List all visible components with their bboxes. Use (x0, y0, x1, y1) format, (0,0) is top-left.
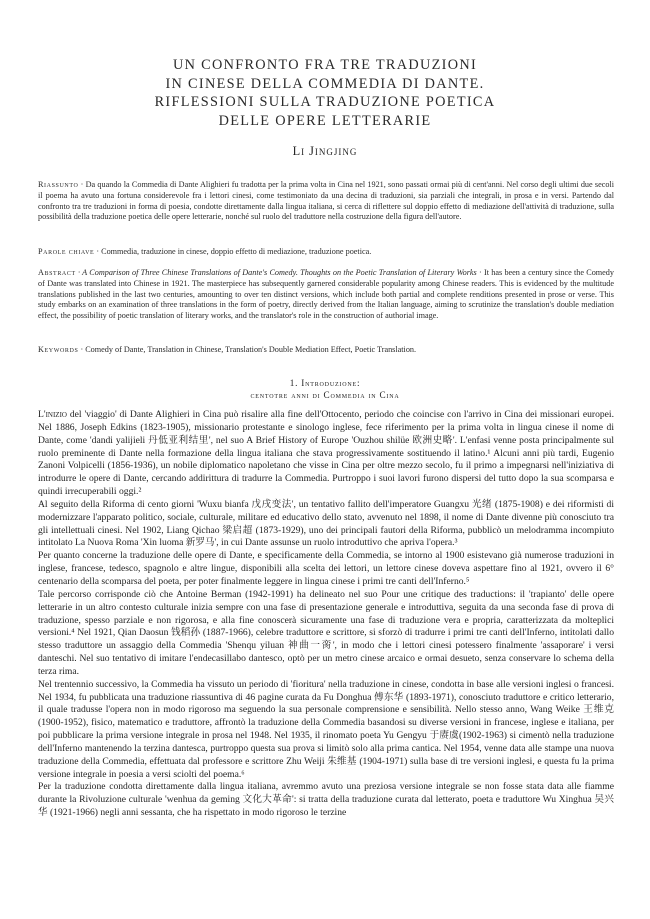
title-line-3: RIFLESSIONI SULLA TRADUZIONE POETICA (154, 94, 496, 110)
paragraph-1 (38, 409, 614, 499)
paragraph-1-text: del 'viaggio' di Dante Alighieri in Cina può risalire alla fine dell'Ottocento, periodo che coincise con l'arrivo in Cina dei missionari europei. Nel 1886, Joseph Edkins (1823-1905), missionario protestante e sinologo inglese, fece riferimento per la prima volta in lingua cinese il nome di Dante, come 'dandi yalijieli 丹低亚利结里', nel suo A Brief History of Europe 'Ouzhou shilüe 欧洲史略'. L'enfasi venne posta principalmente sul ruolo preminente di Dante nella formazione della lingua italiana che stava progressivamente sostituendo il latino.¹ Alcuni anni più tardi, Eugenio Zanoni Volpicelli (1856-1936), un nobile diplomatico napoletano che visse in Cina per oltre mezzo secolo, fu il primo a impegnarsi nell'iniziativa di introdurre le opere di Dante, cercando addirittura di tradurre la Commedia. Purtroppo i suoi lavori furono dispersi del tutto dopo la sua scomparsa e quindi irrecuperabili oggi.² (38, 409, 614, 498)
abstract-block (38, 268, 614, 322)
keywords-text: · Comedy of Dante, Translation in Chinese, Translation's Double Mediation Effect, Poetic Translation. (78, 345, 417, 354)
keywords-block (38, 345, 614, 356)
keywords-label: Keywords (38, 345, 79, 354)
section-subheading: centotre anni di Commedia in Cina (250, 390, 400, 400)
author-name: Li Jingjing (292, 144, 358, 158)
title-line-2: IN CINESE DELLA COMMEDIA DI DANTE. (165, 75, 485, 92)
abstract-label: Abstract (38, 268, 76, 277)
paragraph-5: Nel trentennio successivo, la Commedia ha vissuto un periodo di 'fioritura' nella traduzione in cinese, condotta in base alle versioni inglesi o francesi. Nel 1934, fu pubblicata una traduzione riassuntiva di 46 pagine curata da Fu Donghua 傅东华 (1893-1971), conosciuto traduttore e critico letterario, il quale tradusse l'opera non in modo rigoroso ma seguendo la sua personale comprensione e sensibilità. Nello stesso anno, Wang Weike 王维克 (1900-1952), fisico, matematico e traduttore, affrontò la traduzione della Commedia basandosi su diverse versioni in francese, inglese e italiana, per poi pubblicare la prima versione integrale in prosa nel 1948. Nel 1935, il rinomato poeta Yu Gengyu 于赓虞(1902-1963) si cimentò nella traduzione dell'Inferno mantenendo la terzina dantesca, purtroppo questa sua prova si limitò solo alla prima cantica. Nel 1954, venne data alle stampe una nuova traduzione della Commedia, effettuata dal professore e scrittore Zhu Weiji 朱维基 (1904-1971) sulla base di tre versioni inglesi, e questa fu la prima versione integrale in poesia a versi sciolti del poema.⁶ (38, 678, 614, 780)
article-title (60, 56, 590, 130)
riassunto-label: Riassunto (38, 180, 79, 189)
title-line-1: UN CONFRONTO FRA TRE TRADUZIONI (172, 57, 478, 73)
paragraph-4: Tale percorso corrisponde ciò che Antoine Berman (1942-1991) ha delineato nel suo Pour une critique des traductions: il 'trapianto' delle opere letterarie in un altro contesto culturale inizia sempre con una fase di presentazione generale e introduttiva, seguita da una seconda fase di prova di traduzione, spesso parziale e non rigorosa, e alla fine conoscerà sicuramente una fase di traduzione vera e propria, caratterizzata da molteplici versioni.⁴ Nel 1921, Qian Daosun 钱稻孙 (1887-1966), celebre traduttore e scrittore, si sforzò di tradurre i primi tre canti dell'Inferno, intitolati dallo stesso traduttore un assaggio della Commedia 'Shenqu yiluan 神曲一脔', in modo che i lettori cinesi potessero finalmente 'assaporare' i versi danteschi. Nel suo tentativo di imitare l'endecasillabo dantesco, optò per un metro cinese arcaico e ormai desueto, senza conservare lo schema della terza rima. (38, 588, 614, 677)
abstract-title: · A Comparison of Three Chinese Translations of Dante's Comedy. Thoughts on the Poetic Translation of Literary Works (75, 268, 477, 277)
parole-chiave-text: · Commedia, traduzione in cinese, doppio effetto di mediazione, traduzione poetica. (94, 247, 372, 256)
section-heading: 1. Introduzione: (289, 378, 361, 388)
abstract-text: · It has been a century since the Comedy of Dante was translated into Chinese in 1921. The masterpiece has subsequently garnered considerable popularity among Chinese readers. This is evidenced by the multitude translations published in the last two centuries, amounting to over ten distinct versions, which include both partial and complete renditions presented in prose or verse. This study embarks on an examination of three translations in the form of poetry, directly derived from the Italian language, aiming to scrutinize the translation's double mediation effect, the possibility of poetic translation of literary works, and the translator's role in the construction of authorial image. (38, 268, 614, 321)
paragraph-6: Per la traduzione condotta direttamente dalla lingua italiana, avremmo avuto una preziosa versione integrale se non fosse stata data alle fiamme durante la Rivoluzione culturale 'wenhua da geming 文化大革命': si tratta della traduzione curata dal letterato, poeta e traduttore Wu Xinghua 吴兴华 (1921-1966) negli anni sessanta, che ha rispettato in modo rigoroso le terzine (38, 781, 614, 819)
body-text (38, 409, 614, 820)
paragraph-2: Al seguito della Riforma di cento giorni 'Wuxu bianfa 戊戌变法', un tentativo fallito dell'imperatore Guangxu 光绪 (1875-1908) e dei riformisti di modernizzare l'apparato politico, sociale, culturale, militare ed educativo dello stato, avvenuto nel 1898, il nome di Dante divenne più conosciuto tra gli intellettuali cinesi. Nel 1902, Liang Qichao 梁启超 (1873-1929), uno dei principali fautori della Riforma, pubblicò un melodramma incompiuto intitolato La Nuova Roma 'Xin luoma 新罗马', in cui Dante assunse un ruolo introduttivo che apriva l'opera.³ (38, 498, 614, 549)
title-line-4: DELLE OPERE LETTERARIE (218, 112, 432, 129)
riassunto-block (38, 180, 614, 223)
paragraph-3: Per quanto concerne la traduzione delle opere di Dante, e specificamente della Commedia, se intorno al 1900 esistevano già numerose traduzioni in inglese, francese, tedesco, spagnolo e altre lingue, disponibili alla scelta dei lettori, un lettore cinese doveva aspettare fino al 1921, ovvero il 6° centenario della scomparsa del poeta, per poter finalmente leggere in lingua cinese i primi tre canti dell'Inferno.⁵ (38, 550, 614, 587)
paragraph-1-first-word: L'inizio (38, 409, 67, 420)
riassunto-text: · Da quando la Commedia di Dante Alighieri fu tradotta per la prima volta in Cina nel 1921, sono passati ormai più di cent'anni. Nel corso degli ultimi due secoli il poema ha avuto una fortuna considerevole fra i lettori cinesi, come testimoniato da una decina di traduzioni, sia parziali che integrali, in prosa e in versi. Partendo dal confronto tra tre traduzioni in forma di poesia, condotte direttamente dalla lingua italiana, si cerca di riflettere sul doppio effetto di mediazione dell'attività di traduzione, sulla possibilità della traduzione poetica delle opere letterarie, nonché sul ruolo del traduttore nella costruzione della figura dell'autore. (38, 180, 614, 222)
parole-chiave-label: Parole chiave (38, 247, 95, 256)
parole-chiave-block (38, 247, 614, 258)
